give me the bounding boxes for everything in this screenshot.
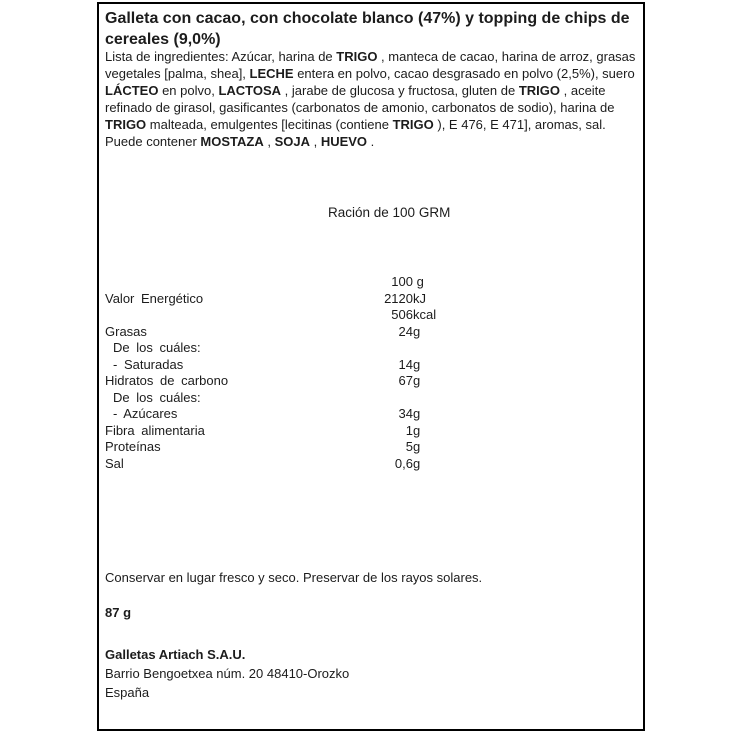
ingredients-text: entera en polvo, cacao desgrasado en polvo (2,5%), suero — [293, 66, 635, 81]
nutrition-value-number: 506 — [391, 307, 413, 322]
ingredients-text: malteada, emulgentes [lecitinas (contiene — [146, 117, 393, 132]
nutrition-value-unit: g — [413, 373, 421, 388]
nutrition-label: - Azúcares — [113, 406, 178, 421]
nutrition-value-unit: kJ — [413, 290, 426, 306]
manufacturer-name: Galletas Artiach S.A.U. — [105, 647, 246, 662]
nutrition-value-number: 1 — [405, 422, 413, 438]
nutrition-row-energy-kcal — [99, 307, 643, 324]
nutrition-label: Hidratos de carbono — [105, 373, 229, 388]
product-label-box — [97, 2, 645, 731]
nutrition-value-unit: g — [413, 323, 421, 339]
nutrition-row-fibre — [99, 423, 643, 440]
allergen-soja: SOJA — [274, 134, 310, 149]
nutrition-value-number: 14 — [398, 356, 413, 372]
allergen-trigo: TRIGO — [518, 83, 560, 98]
serving-size-line: Ración de 100 GRM — [328, 205, 451, 220]
nutrition-value-unit: g — [413, 439, 421, 454]
nutrition-value-number: 24 — [398, 323, 413, 339]
nutrition-label: De los cuáles: — [113, 389, 201, 405]
manufacturer-block — [105, 645, 637, 702]
nutrition-label: Grasas — [105, 323, 147, 339]
storage-instructions: Conservar en lugar fresco y seco. Preservar de los rayos solares. — [105, 570, 483, 585]
ingredients-text: , jarabe de glucosa y fructosa, gluten de — [281, 83, 519, 98]
nutrition-table — [99, 274, 643, 472]
nutrition-label: Sal — [105, 455, 124, 471]
nutrition-value-unit: g — [413, 356, 421, 372]
nutrition-value-number: 34 — [398, 406, 413, 421]
nutrition-row-sugars — [99, 406, 643, 423]
manufacturer-country: España — [105, 685, 150, 700]
allergen-trigo: TRIGO — [336, 49, 378, 64]
nutrition-row-header — [99, 274, 643, 291]
allergen-lactosa: LACTOSA — [218, 83, 282, 98]
nutrition-row-of-which-carbs — [99, 390, 643, 407]
ingredients-text: , — [309, 134, 321, 149]
nutrition-value-unit: g — [413, 274, 424, 289]
nutrition-label: Valor Energético — [105, 290, 204, 306]
nutrition-label: De los cuáles: — [113, 340, 201, 355]
nutrition-row-carbohydrate — [99, 373, 643, 390]
nutrition-value-unit: g — [413, 406, 421, 421]
nutrition-label: Fibra alimentaria — [105, 422, 205, 438]
nutrition-value-number: 2120 — [384, 290, 413, 306]
allergen-huevo: HUEVO — [320, 134, 368, 149]
product-title: Galleta con cacao, con chocolate blanco (47%) y topping de chips de cereales (9,0%) — [105, 10, 630, 48]
nutrition-row-energy-kj — [99, 291, 643, 308]
manufacturer-address: Barrio Bengoetxea núm. 20 48410-Orozko — [105, 666, 350, 681]
nutrition-value-unit: g — [413, 455, 421, 471]
nutrition-row-fat — [99, 324, 643, 341]
nutrition-row-salt — [99, 456, 643, 473]
allergen-trigo: TRIGO — [392, 117, 434, 132]
allergen-mostaza: MOSTAZA — [200, 134, 264, 149]
nutrition-value-number: 5 — [405, 439, 413, 454]
ingredients-paragraph — [105, 48, 637, 150]
nutrition-value-number: 100 — [391, 274, 413, 289]
ingredients-text: , — [263, 134, 275, 149]
ingredients-text: . — [367, 134, 375, 149]
nutrition-value-unit: kcal — [413, 307, 437, 322]
ingredients-text: , manteca de cacao, harina de arroz, grasas vegetales [palma, shea], — [105, 49, 636, 81]
nutrition-row-protein — [99, 439, 643, 456]
nutrition-value-unit: g — [413, 422, 421, 438]
net-weight: 87 g — [105, 605, 132, 620]
nutrition-label: - Saturadas — [113, 356, 184, 372]
allergen-leche: LECHE — [249, 66, 294, 81]
nutrition-value-number: 67 — [398, 373, 413, 388]
nutrition-row-saturates — [99, 357, 643, 374]
nutrition-value-number: 0,6 — [394, 455, 413, 471]
allergen-trigo: TRIGO — [105, 117, 147, 132]
nutrition-row-of-which-fat — [99, 340, 643, 357]
nutrition-label: Proteínas — [105, 439, 161, 454]
ingredients-text: ), E 476, E 471], aromas, sal. Puede contener — [105, 117, 606, 149]
ingredients-text: Lista de ingredientes: Azúcar, harina de — [105, 49, 337, 64]
ingredients-text: en polvo, — [158, 83, 219, 98]
ingredients-text: , aceite refinado de girasol, gasificantes (carbonatos de amonio, carbonatos de sodio), harina de — [105, 83, 615, 115]
allergen-lacteo: LÁCTEO — [105, 83, 159, 98]
